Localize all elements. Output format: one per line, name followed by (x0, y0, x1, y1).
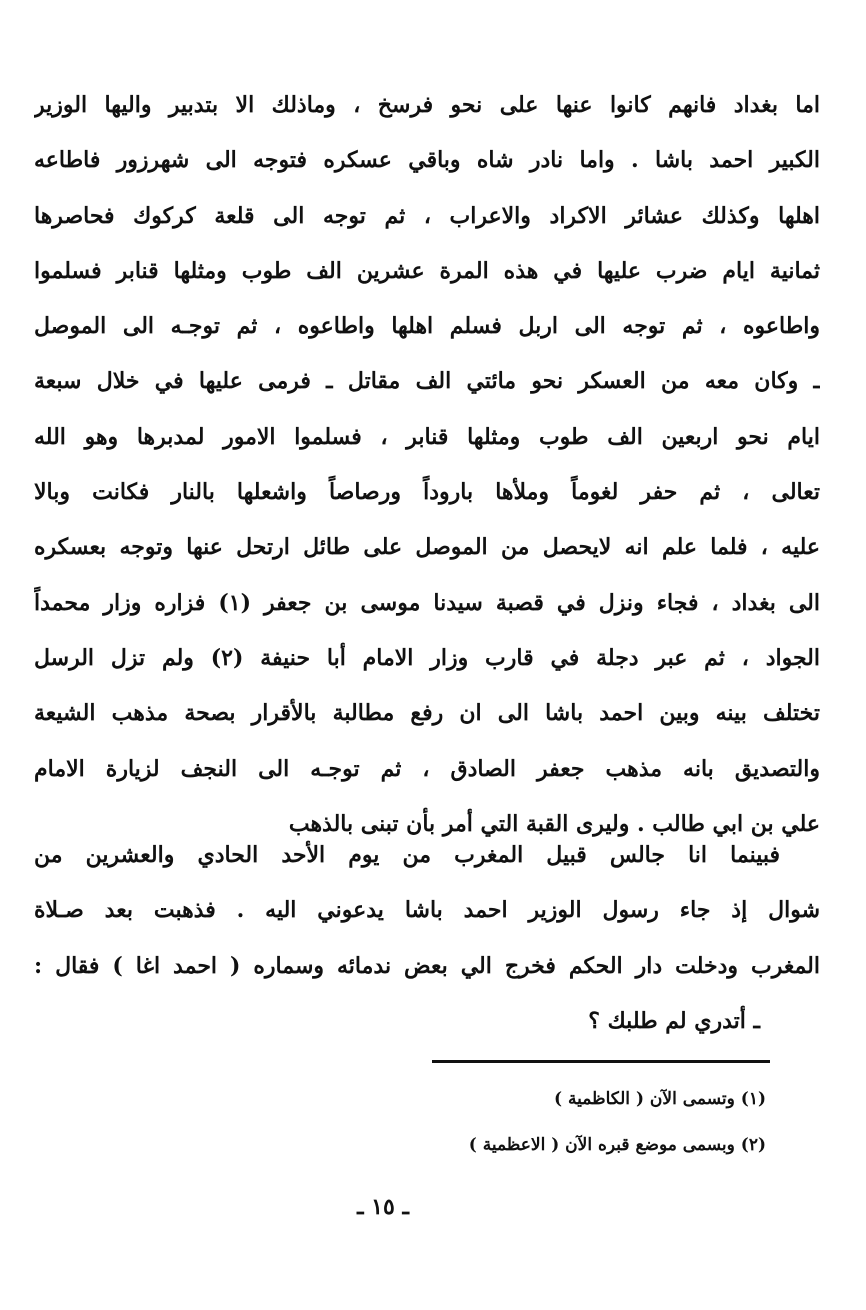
second-paragraph (34, 828, 820, 1049)
text-line: فبينما انا جالس قبيل المغرب من يوم الأحد الحادي والعشرين من (34, 842, 780, 868)
text-line: ثمانية ايام ضرب عليها في هذه المرة عشرين الف طوب ومثلها قنابر فسلموا (34, 257, 820, 284)
text-line: علي بن ابي طالب . وليرى القبة التي أمر بأن تبنى بالذهب (288, 810, 820, 837)
text-line: تختلف بينه وبين احمد باشا الى ان رفع مطالبة بالأقرار بصحة مذهب الشيعة (34, 700, 820, 727)
footnotes (300, 1076, 766, 1168)
text-line: ـ أتدري لم طلبك ؟ (588, 1007, 760, 1034)
text-line: شوال إذ جاء رسول الوزير احمد باشا يدعوني اليه . فذهبت بعد صـلاة (34, 897, 820, 924)
footnote-divider (432, 1060, 770, 1063)
text-line: اهلها وكذلك عشائر الاكراد والاعراب ، ثم توجه الى قلعة كركوك فحاصرها (34, 202, 820, 229)
text-line: واطاعوه ، ثم توجه الى اربل فسلم اهلها واطاعوه ، ثم توجـه الى الموصل (34, 313, 820, 340)
text-line: المغرب ودخلت دار الحكم فخرج الي بعض ندمائه وسماره ( احمد اغا ) فقال : (34, 952, 820, 979)
text-line: الجواد ، ثم عبر دجلة في قارب وزار الامام أبا حنيفة (٢) ولم تزل الرسل (34, 644, 820, 671)
text-line: والتصديق بانه مذهب جعفر الصادق ، ثم توجـه الى النجف لزيارة الامام (34, 755, 820, 782)
text-line: ـ وكان معه من العسكر نحو مائتي الف مقاتل ـ فرمى عليها في خلال سبعة (34, 368, 820, 395)
page-number: ـ ١٥ ـ (357, 1194, 409, 1220)
footnote-1: (١) وتسمى الآن ( الكاظمية ) (554, 1089, 766, 1109)
text-line: الكبير احمد باشا . واما نادر شاه وباقي عسكره فتوجه الى شهرزور فاطاعه (34, 147, 820, 174)
text-line: الى بغداد ، فجاء ونزل في قصبة سيدنا موسى بن جعفر (١) فزاره وزار محمداً (34, 589, 820, 616)
footnote-2: (٢) وبسمى موضع قبره الآن ( الاعظمية ) (468, 1135, 766, 1155)
text-line: اما بغداد فانهم كانوا عنها على نحو فرسخ ، وماذلك الا بتدبير واليها الوزير (34, 92, 820, 118)
text-line: تعالى ، ثم حفر لغوماً وملأها باروداً ورصاصاً واشعلها بالنار فكانت وبالا (34, 479, 820, 506)
text-line: عليه ، فلما علم انه لايحصل من الموصل على طائل ارتحل عنها وتوجه بعسكره (34, 534, 820, 561)
text-line: ايام نحو اربعين الف طوب ومثلها قنابر ، فسلموا الامور لمدبرها وهو الله (34, 423, 820, 450)
main-paragraph (34, 78, 820, 852)
